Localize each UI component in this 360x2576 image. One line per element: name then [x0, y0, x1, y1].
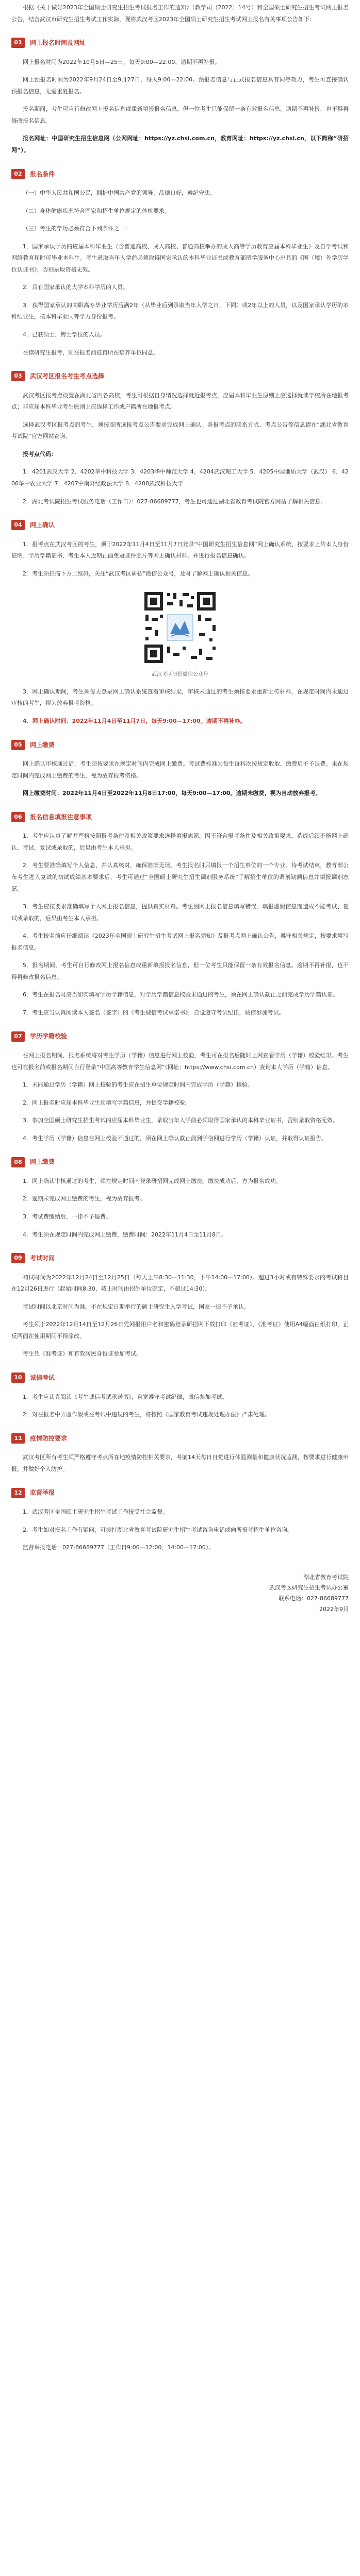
paragraph: 2．对在报名中弄虚作假或在考试中违规的考生，将按照《国家教育考试违规处理办法》严肃处理。 — [23, 1411, 270, 1418]
paragraph: 4．考生学历（学籍）信息在网上校验不通过的，须在网上确认截止前到学信网进行学历（学籍）认证，并取得认证报告。 — [23, 1134, 327, 1142]
paragraph: 1．4201武汉大学 2．4202华中科技大学 3．4203华中师范大学 4．4204武汉理工大学 5．4205中国地质大学（武汉） 6．4206华中农业大学 7．4207中南财经政法大学 8．4208武汉科技大学 — [11, 468, 349, 487]
paragraph: 1．考生应认真阅读《考生诚信考试承诺书》，自觉遵守考试纪律，诚信参加考试。 — [23, 1393, 228, 1400]
paragraph: 4．网上确认时间：2022年11月4日至11月7日，每天9:00—17:00。逾期不再补办。 — [23, 717, 246, 724]
section-title: 监督举报 — [30, 1489, 55, 1497]
signature-org: 湖北省教育考试院 — [303, 1573, 349, 1581]
paragraph: 3．考生应按要求准确填写个人网上报名信息，提供真实材料。考生因网上报名信息填写错误、填报虚假信息而造成不能考试、复试或录取的，后果由考生本人承担。 — [11, 903, 349, 922]
paragraph: 监督举报电话：027-86689777（工作日9:00—12:00，14:00—17:00）。 — [23, 1544, 215, 1551]
section-number: 02 — [11, 169, 25, 179]
section-header-12 — [11, 1486, 349, 1499]
paragraph: 4．已获硕士、博士学位的人员。 — [23, 331, 106, 338]
signature-date: 2022年9月 — [319, 1606, 349, 1613]
qr-caption: 武汉考区研招微信公众号 — [152, 671, 208, 677]
section-title: 网上报名时间及网址 — [30, 39, 86, 47]
section-number: 11 — [11, 1433, 25, 1444]
section-title: 网上确认 — [30, 521, 55, 529]
paragraph: 武汉考区所有考生须严格遵守考点所在地疫情防控相关要求，考前14天每日自觉进行体温测量和健康状况监测，按要求进行健康申报，并做好个人防护。 — [11, 1454, 349, 1472]
paragraph: 3．获得国家承认的高职高专毕业学历后满2年（从毕业后到录取当年入学之日，下同）或2年以上的人员，以及国家承认学历的本科结业生，按本科毕业同等学力身份报考。 — [11, 301, 349, 320]
section-number: 01 — [11, 38, 25, 48]
paragraph: 1．网上确认审核通过的考生，须在规定时间内登录研招网完成网上缴费。缴费成功后，方为报名成功。 — [23, 1177, 282, 1184]
paragraph: 5．报名期间，考生可自行修改网上报名信息或重新填报报名信息，但一位考生只能保留一条有效报名信息。逾期不再补报，也不得再修改报名信息。 — [11, 962, 349, 980]
section-number: 05 — [11, 740, 25, 750]
paragraph: 4．考生报名前应仔细阅读《2023年全国硕士研究生招生考试网上报名须知》及报考点网上确认公告，遵守相关规定，按要求填写报名信息。 — [11, 933, 349, 951]
paragraph: 武汉考区报考点设置在湖北省内各高校，考生可根据自身情况选择就近报考点，应届本科毕业生原则上应选择就读学校所在地报考点；非应届本科毕业考生原则上应选择工作或户籍所在地报考点。 — [11, 392, 349, 411]
paragraph: 报考点代码： — [23, 450, 57, 457]
paragraph: 2．网上报名时应届本科毕业生须填写学籍信息，并提交学籍校验。 — [23, 1099, 191, 1106]
section-number: 09 — [11, 1253, 25, 1263]
section-title: 网上缴费 — [30, 1158, 55, 1166]
paragraph: 2．湖北考试院招生考试服务电话（工作日）：027-86689777，考生也可通过湖北省教育考试院官方网站了解相关信息。 — [23, 498, 326, 505]
section-title: 诚信考试 — [30, 1374, 55, 1381]
section-title: 报名条件 — [30, 170, 55, 178]
paragraph: 报名网址：中国研究生招生信息网（公网网址：https://yz.chsi.com.cn，教育网址：https://yz.chsi.cn，以下简称“研招网”）。 — [11, 135, 349, 154]
paragraph: 网上报名时间为2022年10月5日—25日，每天9:00—22:00，逾期不再补报。 — [23, 58, 221, 65]
section-header-6 — [11, 811, 349, 824]
section-header-3 — [11, 370, 349, 383]
signature-tel: 联系电话：027-86689777 — [279, 1595, 349, 1602]
section-title: 报名信息填报注意事项 — [30, 813, 92, 821]
section-title: 武汉考区报名考生考点选择 — [30, 372, 105, 380]
section-header-1 — [11, 37, 349, 49]
paragraph: 初试时间为2022年12月24日至12月25日（每天上午8:30—11:30，下午14:00—17:00）。超过3小时或有特殊要求的考试科目在12月26日进行（起始时间8:30，截止时间由招生单位确定，不超过14:30）。 — [11, 1274, 349, 1293]
section-header-10 — [11, 1371, 349, 1384]
signature-block — [11, 1572, 349, 1616]
paragraph: 考试时间以北京时间为准。不在规定日期举行的硕士研究生入学考试，国家一律不予承认。 — [23, 1303, 250, 1310]
paragraph: 3．网上确认期间，考生须每天登录网上确认系统查看审核结果，审核未通过的考生须按要求重新上传材料，在规定时间内未通过审核的考生，视为放弃报考资格。 — [11, 688, 349, 707]
qr-code-block — [11, 589, 349, 679]
paragraph: 2．考生如对报名工作有疑问，可拨打湖北省教育考试院研究生招生考试咨询电话或向所报考招生单位咨询。 — [23, 1526, 293, 1533]
paragraph: 网上预报名时间为2022年9月24日至9月27日，每天9:00—22:00。预报名信息与正式报名信息具有同等效力，考生可直接确认预报名信息，无需重复报名。 — [11, 76, 349, 95]
section-title: 网上缴费 — [30, 741, 55, 749]
paragraph: 在网上报名期间，报名系统将对考生学历（学籍）信息进行网上校验，考生可在报名后随时上网查看学历（学籍）校验结果。考生也可在报名前或报名期间自行登录“中国高等教育学生信息网”（网址：https://www.chsi.com.cn）查询本人学历（学籍）信息。 — [11, 1052, 349, 1071]
paragraph: 选择武汉考区报考点的考生，须按照所选报考点公告要求完成网上确认。各报考点的联系方式、考点公告等信息请在“湖北省教育考试院”官方网站查询。 — [11, 421, 349, 440]
paragraph: 1．考生应认真了解并严格按照报考条件及相关政策要求选择填报志愿。因不符合报考条件及相关政策要求，造成后续不能网上确认、考试、复试或录取的，后果由考生本人承担。 — [11, 833, 349, 851]
section-header-7 — [11, 1030, 349, 1043]
section-header-2 — [11, 168, 349, 181]
paragraph: 网上确认审核通过后，考生须按要求在规定时间内完成网上缴费。考试费标准为每生每科次按规定收取，缴费后不予退费。未在规定时间内完成网上缴费的考生，视为放弃报考资格。 — [11, 760, 349, 779]
paragraph: 考生须于2022年12月14日至12月26日凭网报用户名和密码登录研招网下载打印《准考证》，《准考证》使用A4幅面白纸打印，正反两面在使用期间不得涂改。 — [11, 1321, 349, 1340]
paragraph: 1．报考点在武汉考区的考生，须于2022年11月4日至11月7日登录“中国研究生招生信息网”网上确认系统，按要求上传本人身份证明、学历学籍证书、考生本人近期正面免冠证件照片等网上确认材料，并进行报名信息确认。 — [11, 540, 349, 560]
paragraph: （一）中华人民共和国公民，拥护中国共产党的领导，品德良好，遵纪守法。 — [23, 190, 216, 197]
section-number: 12 — [11, 1488, 25, 1498]
paragraph: 6．考生在报名时应当如实填写学历学籍信息，对学历学籍信息校验未通过的考生，须在网上确认截止之前完成学历学籍认证。 — [23, 991, 338, 998]
section-title: 考试时间 — [30, 1255, 55, 1262]
paragraph: 1．未能通过学历（学籍）网上校验的考生应在招生单位规定时间内完成学历（学籍）核验。 — [23, 1081, 253, 1089]
paragraph: 3．考试费缴纳后，一律不予退费。 — [23, 1213, 111, 1221]
paragraph: （二）身体健康状况符合国家和招生单位规定的体检要求。 — [23, 207, 170, 214]
paragraph: 7．考生应当认真阅读本人签名（签字）的《考生诚信考试承诺书》，自觉遵守考试纪律，诚信参加考试。 — [23, 1009, 285, 1016]
section-number: 04 — [11, 520, 25, 530]
qr-code-icon[interactable] — [141, 589, 219, 666]
paragraph: 2．具有国家承认的大学本科学历的人员。 — [23, 284, 128, 291]
section-title: 疫情防控要求 — [30, 1434, 68, 1442]
paragraph: 报名期间，考生可自行修改网上报名信息或重新填报报名信息，但一位考生只能保留一条有效报名信息。逾期不再补报，也不得再修改报名信息。 — [11, 106, 349, 124]
paragraph: 1．国家承认学历的应届本科毕业生（含普通高校、成人高校、普通高校举办的成人高等学历教育应届本科毕业生）及自学考试和网络教育届时可毕业本科生。考生录取当年入学前必须取得国家承认的本科毕业证书或教育部留学服务中心出具的《国（境）外学历学位认证书》，否则录取资格无效。 — [11, 243, 349, 273]
paragraph: 网上缴费时间：2022年11月4日至2022年11月8日17:00，每天9:00—17:00。逾期未缴费，视为自动放弃报考。 — [23, 790, 321, 797]
section-number: 10 — [11, 1372, 25, 1383]
paragraph: 2．考生要准确填写个人信息，并认真核对，确保准确无误。考生报名时只填报一个招生单位的一个专业。待考试结束，教育部公布考生进入复试的初试成绩基本要求后，考生可通过“全国硕士研究生招生调剂服务系统”了解招生单位的调剂缺额信息并填报调剂志愿。 — [11, 862, 349, 892]
paragraph: 3．参加全国硕士研究生招生考试的应届本科毕业生，录取当年入学前必须取得国家承认的本科毕业证书，否则录取资格无效。 — [23, 1117, 338, 1124]
paragraph: 4．考生须在规定时间内完成网上缴费，缴费时间：2022年11月4日至11月8日。 — [23, 1231, 227, 1238]
section-header-5 — [11, 739, 349, 752]
section-number: 06 — [11, 812, 25, 822]
paragraph: 在读研究生报考，须在报名前征得所在培养单位同意。 — [23, 349, 159, 356]
paragraph: 1．武汉考区全国硕士研究生招生考试工作接受社会监督。 — [23, 1508, 168, 1515]
signature-dept: 武汉考区研究生招生考试办公室 — [269, 1584, 349, 1591]
section-number: 07 — [11, 1031, 25, 1042]
section-title: 学历学籍校验 — [30, 1032, 68, 1040]
paragraph: 2．逾期未完成网上缴费的考生，视为放弃报考。 — [23, 1195, 145, 1202]
section-header-9 — [11, 1252, 349, 1265]
section-number: 03 — [11, 371, 25, 381]
intro-paragraph: 根据《关于做好2023年全国硕士研究生招生考试报名工作的通知》（教学司〔2022〕14号）和全国硕士研究生招生考试网上报名公告，结合武汉市研究生招生考试工作实际，现将武汉考区2023年全国硕士研究生招生考试网上报名有关事项公告如下： — [11, 4, 349, 23]
section-header-11 — [11, 1432, 349, 1445]
paragraph: 2．考生须扫描下方二维码，关注“武汉考区研招”微信公众号，及时了解网上确认相关信息。 — [23, 570, 254, 577]
section-header-8 — [11, 1156, 349, 1168]
section-number: 08 — [11, 1157, 25, 1167]
section-header-4 — [11, 519, 349, 532]
paragraph: 考生凭《准考证》和有效居民身份证参加考试。 — [23, 1350, 142, 1358]
paragraph: （三）考生的学历必须符合下列条件之一： — [23, 225, 130, 232]
